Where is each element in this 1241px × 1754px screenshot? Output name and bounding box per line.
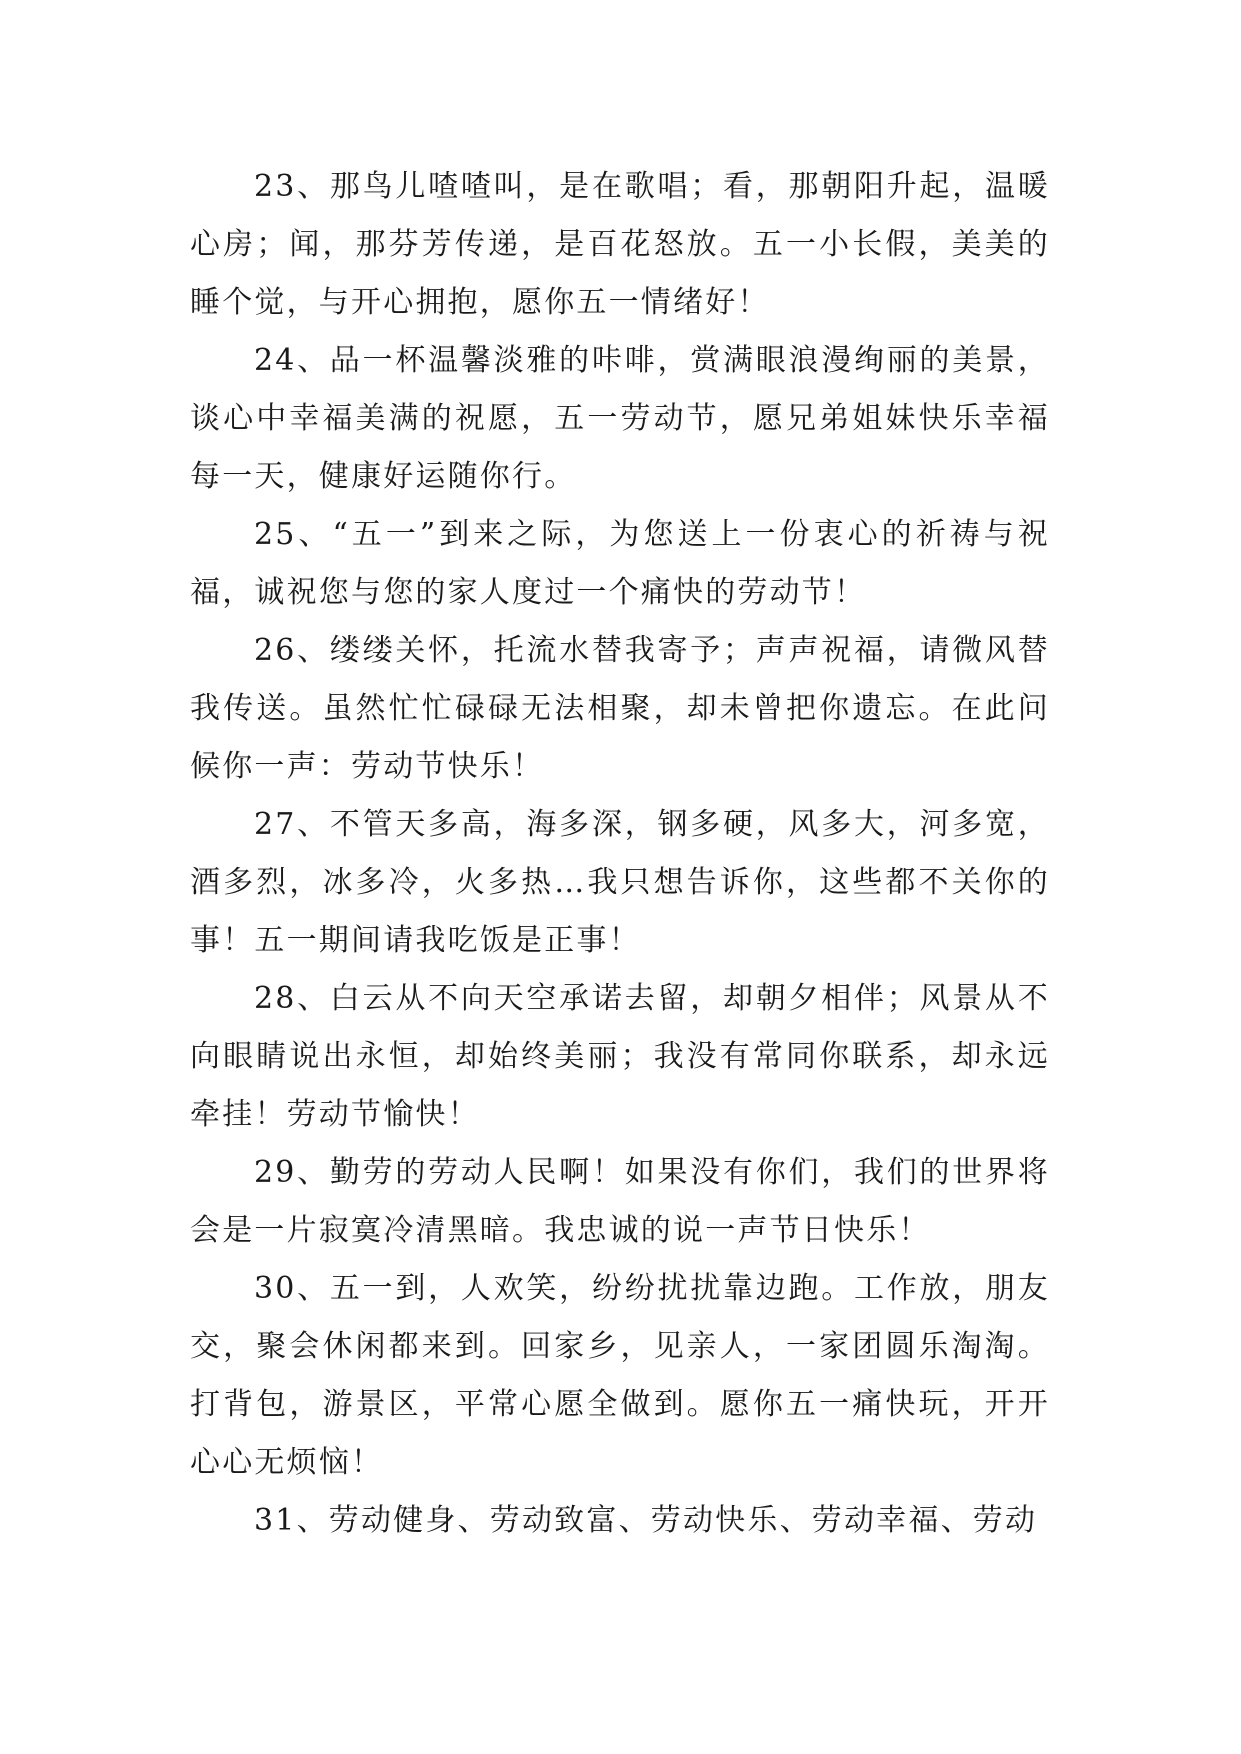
paragraph-25: 25、“五一”到来之际，为您送上一份衷心的祈祷与祝福，诚祝您与您的家人度过一个痛快的劳动节！ <box>190 517 1050 610</box>
paragraph-29: 29、勤劳的劳动人民啊！如果没有你们，我们的世界将会是一片寂寞冷清黑暗。我忠诚的说一声节日快乐！ <box>190 1155 1050 1248</box>
document-body <box>190 158 1050 1550</box>
paragraph-23: 23、那鸟儿喳喳叫，是在歌唱；看，那朝阳升起，温暖心房；闻，那芬芳传递，是百花怒放。五一小长假，美美的睡个觉，与开心拥抱，愿你五一情绪好！ <box>190 169 1050 320</box>
paragraph-26: 26、缕缕关怀，托流水替我寄予；声声祝福，请微风替我传送。虽然忙忙碌碌无法相聚，却未曾把你遗忘。在此问候你一声：劳动节快乐！ <box>190 633 1050 784</box>
paragraph-31: 31、劳动健身、劳动致富、劳动快乐、劳动幸福、劳动 <box>254 1503 1038 1538</box>
paragraph-30: 30、五一到，人欢笑，纷纷扰扰靠边跑。工作放，朋友交，聚会休闲都来到。回家乡，见亲人，一家团圆乐淘淘。打背包，游景区，平常心愿全做到。愿你五一痛快玩，开开心心无烦恼！ <box>190 1271 1050 1480</box>
paragraph-27: 27、不管天多高，海多深，钢多硬，风多大，河多宽，酒多烈，冰多冷，火多热…我只想告诉你，这些都不关你的事！五一期间请我吃饭是正事！ <box>190 807 1050 958</box>
paragraph-28: 28、白云从不向天空承诺去留，却朝夕相伴；风景从不向眼睛说出永恒，却始终美丽；我没有常同你联系，却永远牵挂！劳动节愉快！ <box>190 981 1050 1132</box>
paragraph-24: 24、品一杯温馨淡雅的咔啡，赏满眼浪漫绚丽的美景，谈心中幸福美满的祝愿，五一劳动节，愿兄弟姐妹快乐幸福每一天，健康好运随你行。 <box>190 343 1050 494</box>
